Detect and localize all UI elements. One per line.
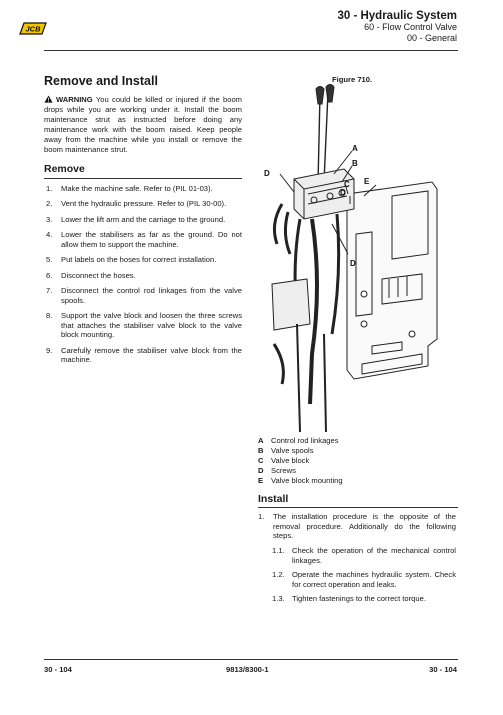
header-divider (44, 50, 458, 51)
remove-heading: Remove (44, 163, 85, 175)
list-item (46, 271, 242, 281)
legend-text: Valve block mounting (271, 476, 343, 485)
substep-number: 1.2. (272, 570, 285, 580)
footer-page-right: 30 - 104 (429, 665, 457, 674)
list-item (272, 546, 456, 565)
callout-d-left: D (264, 169, 270, 178)
legend-item (258, 466, 343, 476)
brand-text: JCB (25, 24, 41, 34)
step-number: 1. (46, 184, 53, 193)
step-number: 8. (46, 310, 53, 320)
step-text: Disconnect the control rod linkages from the valve spools. (61, 285, 242, 305)
legend-item (258, 456, 343, 466)
install-divider (258, 507, 458, 508)
step-number: 5. (46, 255, 53, 265)
step-number: 7. (46, 285, 53, 295)
figure-legend (258, 436, 343, 486)
install-steps (258, 512, 456, 547)
list-item (272, 570, 456, 589)
step-number: 9. (46, 345, 53, 355)
step-text: Lower the lift arm and the carriage to the ground. (61, 214, 226, 224)
page-header (337, 10, 457, 44)
legend-key: C (258, 456, 264, 465)
list-item (46, 311, 242, 340)
page-title: Remove and Install (44, 74, 158, 88)
callout-d-lower: D (350, 259, 356, 268)
step-text: Support the valve block and loosen the three screws that attaches the stabiliser valve block to the valve block mounting. (61, 310, 242, 340)
step-text: Put labels on the hoses for correct installation. (61, 255, 217, 265)
legend-key: A (258, 436, 264, 445)
list-item (46, 255, 242, 265)
step-text: Make the machine safe. Refer to (PIL 01-03). (61, 184, 213, 193)
legend-text: Valve block (271, 456, 310, 465)
step-text: Vent the hydraulic pressure. Refer to (PIL 30-00). (61, 199, 227, 209)
legend-text: Control rod linkages (271, 436, 339, 445)
list-item (258, 512, 456, 541)
footer-page-left: 30 - 104 (44, 665, 72, 674)
callout-a: A (352, 144, 358, 153)
install-substeps (272, 546, 456, 609)
legend-item (258, 436, 343, 446)
list-item (46, 230, 242, 249)
system-title: 30 - Hydraulic System (337, 10, 457, 22)
legend-key: E (258, 476, 264, 485)
step-text: Carefully remove the stabiliser valve block from the machine. (61, 345, 242, 365)
step-number: 3. (46, 214, 53, 224)
warning-icon (44, 95, 53, 103)
step-text: Lower the stabilisers as far as the ground. Do not allow them to support the machine. (61, 230, 242, 249)
figure-caption: Figure 710. (332, 75, 373, 84)
legend-text: Valve spools (271, 446, 314, 455)
list-item (46, 215, 242, 225)
valve-block-illustration (252, 84, 452, 432)
list-item (46, 286, 242, 305)
legend-key: D (258, 466, 264, 475)
substep-number: 1.1. (272, 546, 285, 555)
warning-label: WARNING (56, 95, 93, 104)
substep-number: 1.3. (272, 594, 285, 604)
legend-item (258, 446, 343, 456)
install-heading: Install (258, 493, 289, 505)
remove-steps (46, 184, 242, 370)
legend-item (258, 476, 343, 486)
footer-divider (44, 659, 458, 660)
callout-b: B (352, 159, 358, 168)
callout-e: E (364, 177, 370, 186)
step-text: Disconnect the hoses. (61, 270, 136, 280)
list-item (46, 346, 242, 365)
subsystem-title: 60 - Flow Control Valve (364, 22, 457, 32)
list-item (272, 594, 456, 604)
jcb-logo (18, 20, 48, 38)
step-number: 1. (258, 512, 265, 521)
list-item (46, 184, 242, 194)
step-text: The installation procedure is the opposite of the removal procedure. Additionally do the following steps. (273, 512, 456, 541)
step-number: 6. (46, 270, 53, 280)
legend-text: Screws (271, 466, 296, 475)
footer-doc-number: 9813/8300-1 (226, 665, 269, 674)
substep-text: Operate the machines hydraulic system. Check for correct operation and leaks. (292, 570, 456, 589)
step-number: 2. (46, 199, 53, 209)
step-number: 4. (46, 230, 53, 240)
legend-key: B (258, 446, 264, 455)
substep-text: Check the operation of the mechanical control linkages. (292, 546, 456, 565)
list-item (46, 199, 242, 209)
remove-divider (44, 178, 242, 179)
callout-d-mid: D (340, 188, 346, 197)
substep-text: Tighten fastenings to the correct torque. (292, 594, 426, 604)
warning-text: You could be killed or injured if the boom drops while you are working under it. Install the boom maintenance strut as instructed before doing any maintenance work with the boom raised. Keep people away from the machine while you install or remove the boom maintenance strut. (44, 95, 242, 154)
callout-c: C (344, 180, 350, 189)
section-title: 00 - General (406, 33, 457, 43)
warning-block (44, 95, 242, 155)
